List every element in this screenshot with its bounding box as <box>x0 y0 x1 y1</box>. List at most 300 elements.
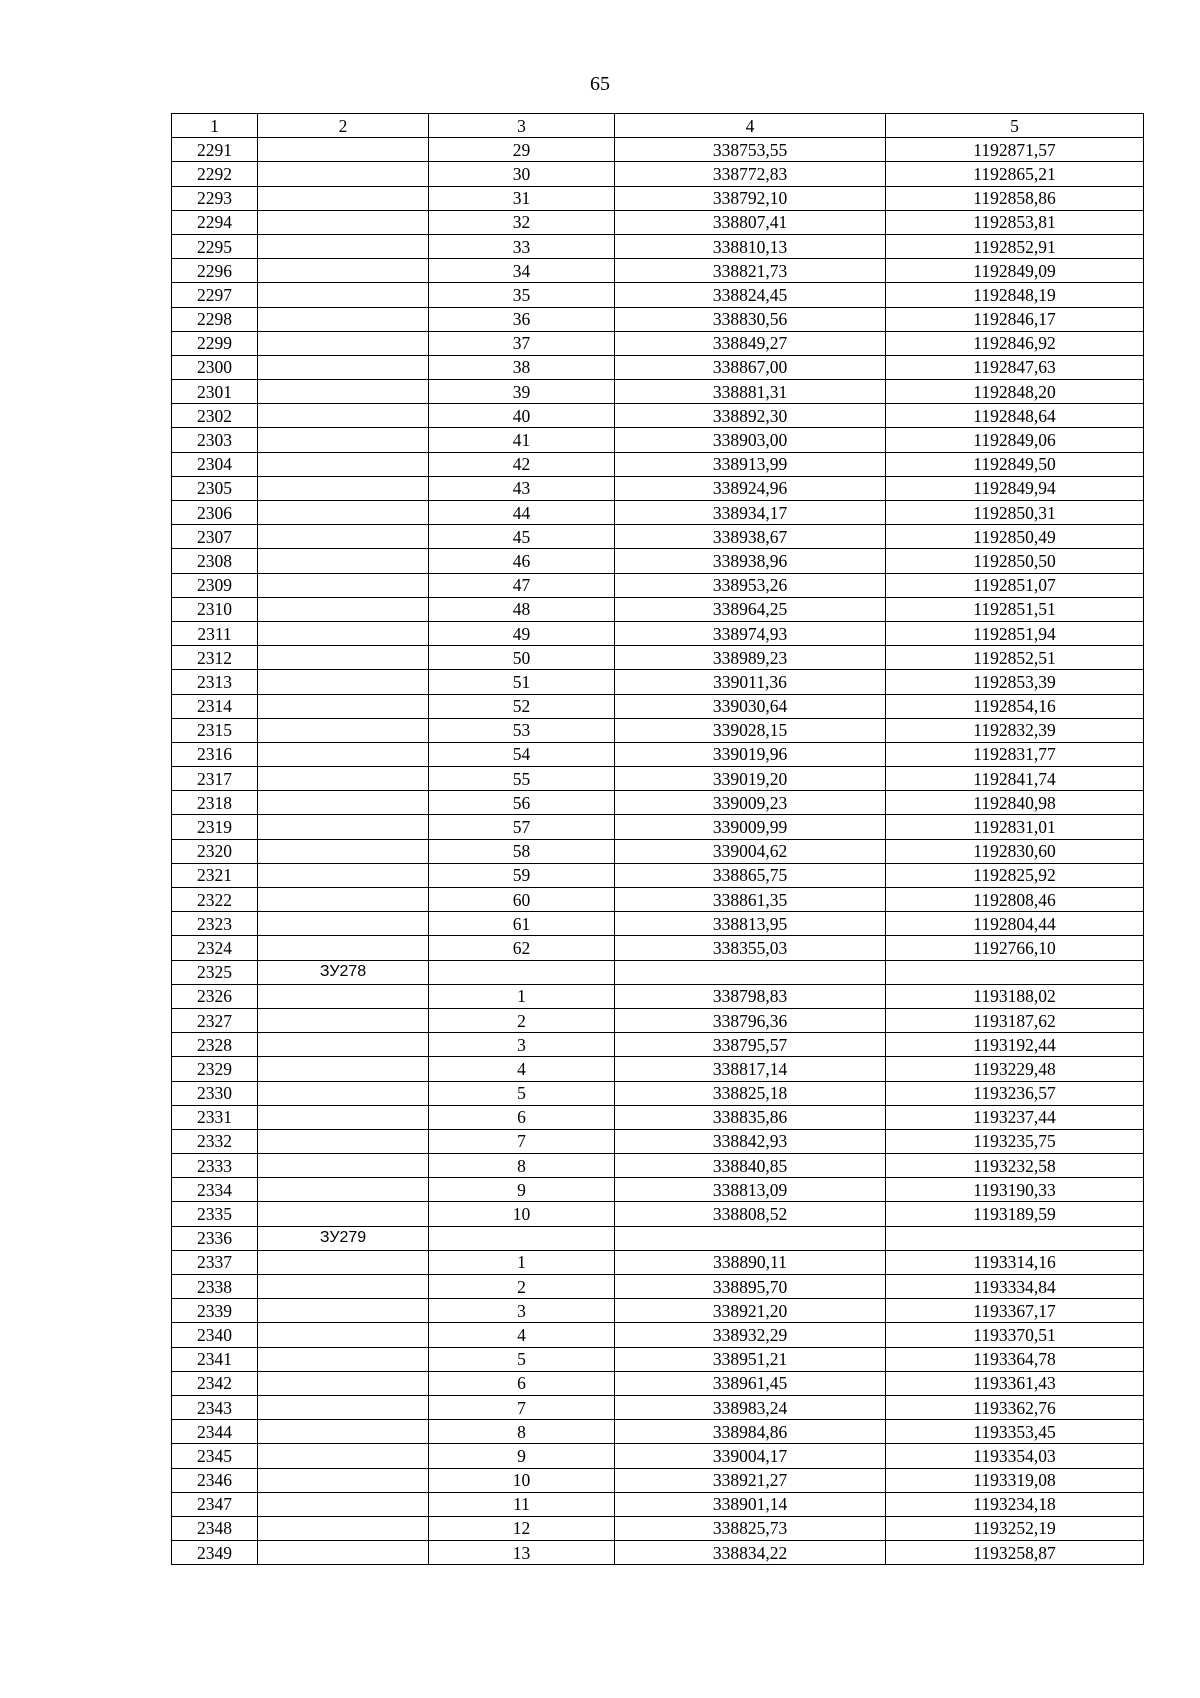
lot-name-cell <box>258 138 429 162</box>
y-coordinate-cell: 1193353,45 <box>886 1420 1144 1444</box>
row-number-cell: 2308 <box>172 549 258 573</box>
table-row <box>172 621 1144 645</box>
y-coordinate-cell: 1192851,07 <box>886 573 1144 597</box>
table-row <box>172 1081 1144 1105</box>
y-coordinate-cell: 1192854,16 <box>886 694 1144 718</box>
table-row <box>172 1250 1144 1274</box>
x-coordinate-cell: 338810,13 <box>615 234 886 258</box>
point-number-cell: 29 <box>429 138 615 162</box>
row-number-cell: 2309 <box>172 573 258 597</box>
table-row <box>172 1202 1144 1226</box>
y-coordinate-cell: 1192852,91 <box>886 234 1144 258</box>
y-coordinate-cell: 1192804,44 <box>886 912 1144 936</box>
row-number-cell: 2293 <box>172 186 258 210</box>
y-coordinate-cell: 1193362,76 <box>886 1395 1144 1419</box>
lot-name-cell <box>258 501 429 525</box>
row-number-cell: 2307 <box>172 525 258 549</box>
header-row <box>172 114 1144 138</box>
table-row <box>172 573 1144 597</box>
table-row <box>172 791 1144 815</box>
y-coordinate-cell: 1193258,87 <box>886 1541 1144 1565</box>
table-row <box>172 1057 1144 1081</box>
lot-name-cell <box>258 912 429 936</box>
y-coordinate-cell: 1192766,10 <box>886 936 1144 960</box>
point-number-cell <box>429 1226 615 1250</box>
table-row <box>172 815 1144 839</box>
row-number-cell: 2339 <box>172 1299 258 1323</box>
row-number-cell: 2349 <box>172 1541 258 1565</box>
row-number-cell: 2305 <box>172 476 258 500</box>
row-number-cell: 2347 <box>172 1492 258 1516</box>
row-number-cell: 2321 <box>172 863 258 887</box>
x-coordinate-cell: 338753,55 <box>615 138 886 162</box>
table-row <box>172 404 1144 428</box>
y-coordinate-cell: 1192830,60 <box>886 839 1144 863</box>
point-number-cell: 6 <box>429 1371 615 1395</box>
point-number-cell: 41 <box>429 428 615 452</box>
row-number-cell: 2334 <box>172 1178 258 1202</box>
x-coordinate-cell: 338984,86 <box>615 1420 886 1444</box>
x-coordinate-cell: 338798,83 <box>615 984 886 1008</box>
y-coordinate-cell: 1192858,86 <box>886 186 1144 210</box>
y-coordinate-cell: 1193367,17 <box>886 1299 1144 1323</box>
y-coordinate-cell: 1192850,49 <box>886 525 1144 549</box>
point-number-cell: 50 <box>429 646 615 670</box>
row-number-cell: 2337 <box>172 1250 258 1274</box>
table-row <box>172 742 1144 766</box>
x-coordinate-cell: 339004,17 <box>615 1444 886 1468</box>
x-coordinate-cell: 338892,30 <box>615 404 886 428</box>
x-coordinate-cell: 338867,00 <box>615 355 886 379</box>
lot-name-cell <box>258 1492 429 1516</box>
x-coordinate-cell: 338772,83 <box>615 162 886 186</box>
lot-name-cell <box>258 1129 429 1153</box>
table-row <box>172 694 1144 718</box>
lot-name-cell <box>258 597 429 621</box>
lot-name-cell: ЗУ278 <box>258 960 429 984</box>
y-coordinate-cell: 1192846,17 <box>886 307 1144 331</box>
row-number-cell: 2343 <box>172 1395 258 1419</box>
y-coordinate-cell: 1193236,57 <box>886 1081 1144 1105</box>
y-coordinate-cell: 1192849,50 <box>886 452 1144 476</box>
y-coordinate-cell: 1192847,63 <box>886 355 1144 379</box>
table-row <box>172 259 1144 283</box>
table-row <box>172 912 1144 936</box>
point-number-cell: 39 <box>429 380 615 404</box>
row-number-cell: 2326 <box>172 984 258 1008</box>
row-number-cell: 2346 <box>172 1468 258 1492</box>
lot-name-cell <box>258 283 429 307</box>
lot-name-cell <box>258 1033 429 1057</box>
y-coordinate-cell: 1192849,06 <box>886 428 1144 452</box>
x-coordinate-cell: 339019,96 <box>615 742 886 766</box>
y-coordinate-cell: 1193354,03 <box>886 1444 1144 1468</box>
x-coordinate-cell: 338895,70 <box>615 1275 886 1299</box>
point-number-cell: 60 <box>429 888 615 912</box>
x-coordinate-cell: 338921,27 <box>615 1468 886 1492</box>
row-number-cell: 2306 <box>172 501 258 525</box>
row-number-cell: 2340 <box>172 1323 258 1347</box>
x-coordinate-cell: 339004,62 <box>615 839 886 863</box>
row-number-cell: 2324 <box>172 936 258 960</box>
point-number-cell <box>429 960 615 984</box>
point-number-cell: 2 <box>429 1275 615 1299</box>
lot-name-cell <box>258 1154 429 1178</box>
table-row <box>172 1323 1144 1347</box>
lot-name-cell <box>258 1444 429 1468</box>
table-row <box>172 283 1144 307</box>
point-number-cell: 5 <box>429 1081 615 1105</box>
table-row <box>172 234 1144 258</box>
row-number-cell: 2348 <box>172 1516 258 1540</box>
point-number-cell: 8 <box>429 1154 615 1178</box>
row-number-cell: 2318 <box>172 791 258 815</box>
lot-name-cell <box>258 1008 429 1032</box>
y-coordinate-cell: 1192840,98 <box>886 791 1144 815</box>
point-number-cell: 13 <box>429 1541 615 1565</box>
table-row <box>172 960 1144 984</box>
row-number-cell: 2338 <box>172 1275 258 1299</box>
table-row <box>172 646 1144 670</box>
table-row <box>172 428 1144 452</box>
x-coordinate-cell: 338983,24 <box>615 1395 886 1419</box>
row-number-cell: 2303 <box>172 428 258 452</box>
x-coordinate-cell: 338974,93 <box>615 621 886 645</box>
x-coordinate-cell: 338921,20 <box>615 1299 886 1323</box>
table-row <box>172 718 1144 742</box>
lot-name-cell <box>258 646 429 670</box>
table-body <box>172 138 1144 1565</box>
point-number-cell: 10 <box>429 1202 615 1226</box>
lot-name-cell <box>258 1299 429 1323</box>
y-coordinate-cell: 1193361,43 <box>886 1371 1144 1395</box>
lot-name-cell <box>258 573 429 597</box>
y-coordinate-cell: 1192848,64 <box>886 404 1144 428</box>
row-number-cell: 2295 <box>172 234 258 258</box>
table-row <box>172 1299 1144 1323</box>
lot-name-cell <box>258 984 429 1008</box>
row-number-cell: 2335 <box>172 1202 258 1226</box>
table-row <box>172 670 1144 694</box>
row-number-cell: 2333 <box>172 1154 258 1178</box>
point-number-cell: 61 <box>429 912 615 936</box>
point-number-cell: 10 <box>429 1468 615 1492</box>
y-coordinate-cell: 1193314,16 <box>886 1250 1144 1274</box>
row-number-cell: 2292 <box>172 162 258 186</box>
coordinates-table <box>171 113 1144 1565</box>
table-row <box>172 767 1144 791</box>
table-row <box>172 888 1144 912</box>
x-coordinate-cell: 339019,20 <box>615 767 886 791</box>
row-number-cell: 2310 <box>172 597 258 621</box>
y-coordinate-cell: 1192846,92 <box>886 331 1144 355</box>
x-coordinate-cell: 338861,35 <box>615 888 886 912</box>
lot-name-cell <box>258 767 429 791</box>
table-row <box>172 984 1144 1008</box>
y-coordinate-cell: 1192853,81 <box>886 210 1144 234</box>
table-row <box>172 380 1144 404</box>
x-coordinate-cell: 338913,99 <box>615 452 886 476</box>
point-number-cell: 1 <box>429 1250 615 1274</box>
row-number-cell: 2304 <box>172 452 258 476</box>
lot-name-cell <box>258 1202 429 1226</box>
lot-name-cell <box>258 1395 429 1419</box>
point-number-cell: 11 <box>429 1492 615 1516</box>
lot-name-cell <box>258 694 429 718</box>
lot-name-cell <box>258 1081 429 1105</box>
table-row <box>172 1444 1144 1468</box>
point-number-cell: 43 <box>429 476 615 500</box>
x-coordinate-cell: 338840,85 <box>615 1154 886 1178</box>
point-number-cell: 7 <box>429 1129 615 1153</box>
table-row <box>172 863 1144 887</box>
x-coordinate-cell: 338938,67 <box>615 525 886 549</box>
table-row <box>172 452 1144 476</box>
y-coordinate-cell: 1192831,77 <box>886 742 1144 766</box>
row-number-cell: 2315 <box>172 718 258 742</box>
point-number-cell: 38 <box>429 355 615 379</box>
row-number-cell: 2302 <box>172 404 258 428</box>
lot-name-cell <box>258 718 429 742</box>
point-number-cell: 34 <box>429 259 615 283</box>
lot-name-cell <box>258 839 429 863</box>
row-number-cell: 2291 <box>172 138 258 162</box>
x-coordinate-cell: 338903,00 <box>615 428 886 452</box>
row-number-cell: 2330 <box>172 1081 258 1105</box>
row-number-cell: 2345 <box>172 1444 258 1468</box>
row-number-cell: 2336 <box>172 1226 258 1250</box>
header-cell-5: 5 <box>886 114 1144 138</box>
x-coordinate-cell: 338824,45 <box>615 283 886 307</box>
lot-name-cell: ЗУ279 <box>258 1226 429 1250</box>
lot-name-cell <box>258 1250 429 1274</box>
header-cell-1: 1 <box>172 114 258 138</box>
y-coordinate-cell: 1192852,51 <box>886 646 1144 670</box>
row-number-cell: 2300 <box>172 355 258 379</box>
x-coordinate-cell: 338817,14 <box>615 1057 886 1081</box>
y-coordinate-cell: 1192851,94 <box>886 621 1144 645</box>
x-coordinate-cell: 339011,36 <box>615 670 886 694</box>
point-number-cell: 8 <box>429 1420 615 1444</box>
y-coordinate-cell: 1193189,59 <box>886 1202 1144 1226</box>
table-row <box>172 1347 1144 1371</box>
lot-name-cell <box>258 355 429 379</box>
lot-name-cell <box>258 1371 429 1395</box>
row-number-cell: 2311 <box>172 621 258 645</box>
y-coordinate-cell: 1192851,51 <box>886 597 1144 621</box>
row-number-cell: 2332 <box>172 1129 258 1153</box>
row-number-cell: 2316 <box>172 742 258 766</box>
point-number-cell: 6 <box>429 1105 615 1129</box>
point-number-cell: 12 <box>429 1516 615 1540</box>
row-number-cell: 2323 <box>172 912 258 936</box>
lot-name-cell <box>258 670 429 694</box>
point-number-cell: 59 <box>429 863 615 887</box>
lot-name-cell <box>258 815 429 839</box>
point-number-cell: 9 <box>429 1444 615 1468</box>
point-number-cell: 3 <box>429 1033 615 1057</box>
table-row <box>172 210 1144 234</box>
row-number-cell: 2322 <box>172 888 258 912</box>
x-coordinate-cell: 338938,96 <box>615 549 886 573</box>
point-number-cell: 52 <box>429 694 615 718</box>
y-coordinate-cell: 1192848,20 <box>886 380 1144 404</box>
row-number-cell: 2312 <box>172 646 258 670</box>
point-number-cell: 40 <box>429 404 615 428</box>
y-coordinate-cell: 1192850,31 <box>886 501 1144 525</box>
y-coordinate-cell: 1193237,44 <box>886 1105 1144 1129</box>
y-coordinate-cell: 1193187,62 <box>886 1008 1144 1032</box>
table-row <box>172 525 1144 549</box>
table-row <box>172 476 1144 500</box>
lot-name-cell <box>258 259 429 283</box>
lot-name-cell <box>258 331 429 355</box>
lot-name-cell <box>258 1468 429 1492</box>
table-row <box>172 1492 1144 1516</box>
table-row <box>172 1105 1144 1129</box>
table-row <box>172 1516 1144 1540</box>
x-coordinate-cell: 338835,86 <box>615 1105 886 1129</box>
table-row <box>172 839 1144 863</box>
point-number-cell: 4 <box>429 1323 615 1347</box>
x-coordinate-cell: 338865,75 <box>615 863 886 887</box>
row-number-cell: 2314 <box>172 694 258 718</box>
table-row <box>172 1395 1144 1419</box>
point-number-cell: 62 <box>429 936 615 960</box>
x-coordinate-cell: 338961,45 <box>615 1371 886 1395</box>
x-coordinate-cell: 338813,95 <box>615 912 886 936</box>
point-number-cell: 30 <box>429 162 615 186</box>
point-number-cell: 54 <box>429 742 615 766</box>
x-coordinate-cell: 338953,26 <box>615 573 886 597</box>
lot-name-cell <box>258 621 429 645</box>
y-coordinate-cell: 1192849,94 <box>886 476 1144 500</box>
lot-name-cell <box>258 1420 429 1444</box>
point-number-cell: 32 <box>429 210 615 234</box>
y-coordinate-cell: 1193188,02 <box>886 984 1144 1008</box>
y-coordinate-cell: 1192831,01 <box>886 815 1144 839</box>
x-coordinate-cell: 338821,73 <box>615 259 886 283</box>
table-row <box>172 1226 1144 1250</box>
x-coordinate-cell: 338825,73 <box>615 1516 886 1540</box>
row-number-cell: 2331 <box>172 1105 258 1129</box>
point-number-cell: 3 <box>429 1299 615 1323</box>
row-number-cell: 2313 <box>172 670 258 694</box>
table-row <box>172 331 1144 355</box>
row-number-cell: 2296 <box>172 259 258 283</box>
point-number-cell: 33 <box>429 234 615 258</box>
lot-name-cell <box>258 210 429 234</box>
table-row <box>172 1371 1144 1395</box>
table-row <box>172 1275 1144 1299</box>
y-coordinate-cell: 1192850,50 <box>886 549 1144 573</box>
point-number-cell: 49 <box>429 621 615 645</box>
lot-name-cell <box>258 549 429 573</box>
y-coordinate-cell: 1192841,74 <box>886 767 1144 791</box>
table-row <box>172 501 1144 525</box>
x-coordinate-cell: 338849,27 <box>615 331 886 355</box>
point-number-cell: 42 <box>429 452 615 476</box>
lot-name-cell <box>258 1105 429 1129</box>
row-number-cell: 2329 <box>172 1057 258 1081</box>
table-row <box>172 1008 1144 1032</box>
point-number-cell: 58 <box>429 839 615 863</box>
page-number: 65 <box>590 73 610 95</box>
lot-name-cell <box>258 452 429 476</box>
y-coordinate-cell: 1193334,84 <box>886 1275 1144 1299</box>
point-number-cell: 1 <box>429 984 615 1008</box>
y-coordinate-cell <box>886 1226 1144 1250</box>
x-coordinate-cell: 338934,17 <box>615 501 886 525</box>
row-number-cell: 2298 <box>172 307 258 331</box>
lot-name-cell <box>258 1516 429 1540</box>
x-coordinate-cell: 338989,23 <box>615 646 886 670</box>
row-number-cell: 2328 <box>172 1033 258 1057</box>
table-row <box>172 1420 1144 1444</box>
x-coordinate-cell: 338924,96 <box>615 476 886 500</box>
table-row <box>172 936 1144 960</box>
row-number-cell: 2294 <box>172 210 258 234</box>
point-number-cell: 47 <box>429 573 615 597</box>
x-coordinate-cell: 338795,57 <box>615 1033 886 1057</box>
y-coordinate-cell: 1192808,46 <box>886 888 1144 912</box>
row-number-cell: 2301 <box>172 380 258 404</box>
x-coordinate-cell: 338813,09 <box>615 1178 886 1202</box>
y-coordinate-cell: 1193229,48 <box>886 1057 1144 1081</box>
lot-name-cell <box>258 525 429 549</box>
table-row <box>172 1154 1144 1178</box>
lot-name-cell <box>258 380 429 404</box>
x-coordinate-cell: 338808,52 <box>615 1202 886 1226</box>
y-coordinate-cell: 1193364,78 <box>886 1347 1144 1371</box>
point-number-cell: 31 <box>429 186 615 210</box>
x-coordinate-cell: 338964,25 <box>615 597 886 621</box>
x-coordinate-cell <box>615 960 886 984</box>
y-coordinate-cell: 1193370,51 <box>886 1323 1144 1347</box>
x-coordinate-cell: 339009,23 <box>615 791 886 815</box>
table-row <box>172 549 1144 573</box>
point-number-cell: 44 <box>429 501 615 525</box>
row-number-cell: 2297 <box>172 283 258 307</box>
y-coordinate-cell: 1192853,39 <box>886 670 1144 694</box>
table-row <box>172 1468 1144 1492</box>
x-coordinate-cell: 338881,31 <box>615 380 886 404</box>
point-number-cell: 37 <box>429 331 615 355</box>
point-number-cell: 48 <box>429 597 615 621</box>
x-coordinate-cell: 339030,64 <box>615 694 886 718</box>
lot-name-cell <box>258 791 429 815</box>
lot-name-cell <box>258 476 429 500</box>
lot-name-cell <box>258 1275 429 1299</box>
table-row <box>172 138 1144 162</box>
y-coordinate-cell <box>886 960 1144 984</box>
y-coordinate-cell: 1193232,58 <box>886 1154 1144 1178</box>
x-coordinate-cell: 338951,21 <box>615 1347 886 1371</box>
lot-name-cell <box>258 428 429 452</box>
point-number-cell: 53 <box>429 718 615 742</box>
table-row <box>172 597 1144 621</box>
lot-name-cell <box>258 1541 429 1565</box>
x-coordinate-cell: 338834,22 <box>615 1541 886 1565</box>
point-number-cell: 51 <box>429 670 615 694</box>
x-coordinate-cell: 338830,56 <box>615 307 886 331</box>
row-number-cell: 2317 <box>172 767 258 791</box>
header-cell-2: 2 <box>258 114 429 138</box>
point-number-cell: 9 <box>429 1178 615 1202</box>
y-coordinate-cell: 1193319,08 <box>886 1468 1144 1492</box>
y-coordinate-cell: 1193190,33 <box>886 1178 1144 1202</box>
lot-name-cell <box>258 1323 429 1347</box>
